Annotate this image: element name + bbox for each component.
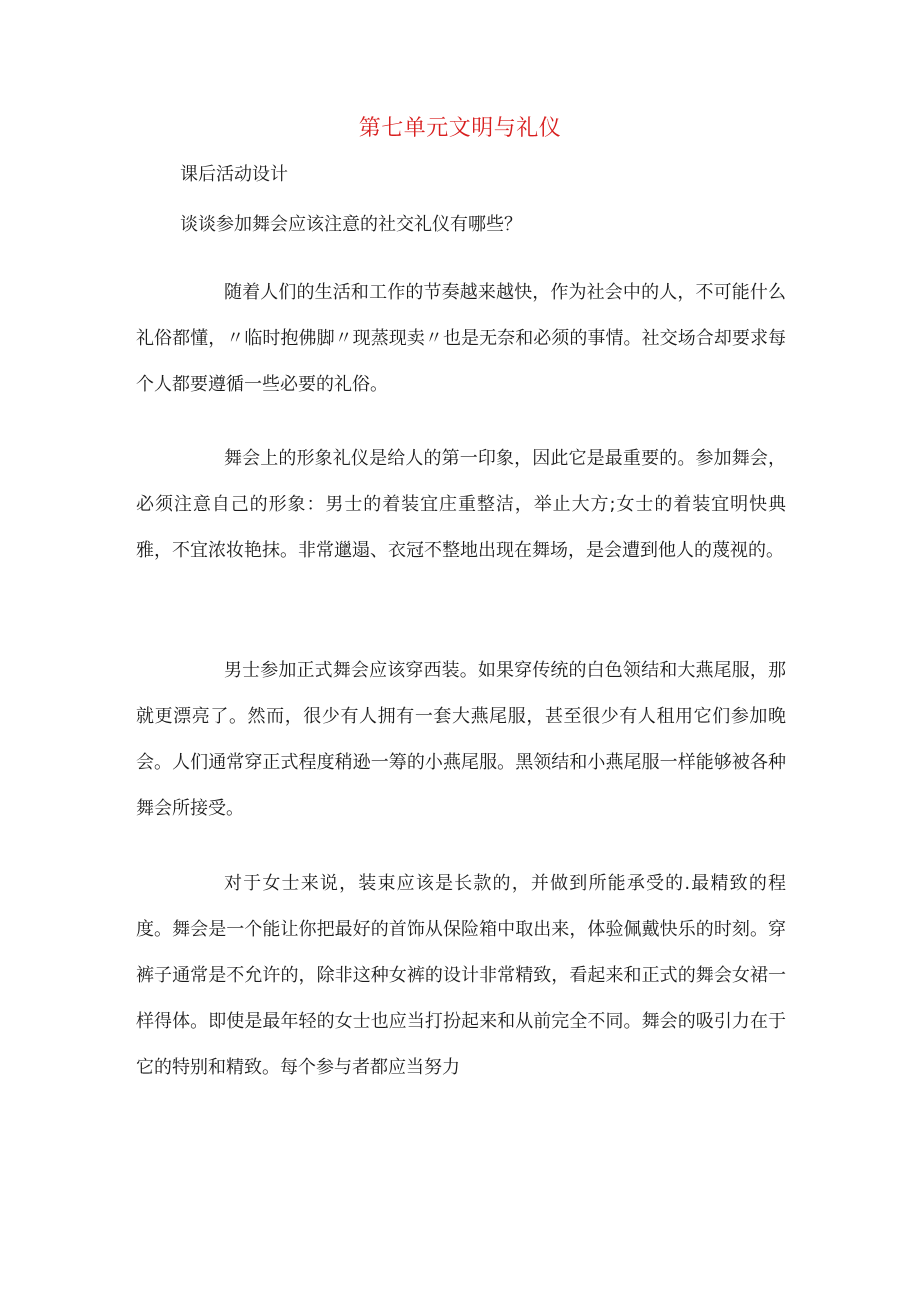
paragraph-women-attire: 对于女士来说，装束应该是长款的，并做到所能承受的.最精致的程度。舞会是一个能让你把最好的首饰从保险箱中取出来，体验佩戴快乐的时刻。穿裤子通常是不允许的，除非这种女裤的设计非常精致，看起来和正式的舞会女裙一样得体。即使是最年轻的女士也应当打扮起来和从前完全不同。舞会的吸引力在于它的特别和精致。每个参与者都应当努力 (136, 873, 786, 1078)
discussion-question: 谈谈参加舞会应该注意的社交礼仪有哪些？ (180, 214, 522, 235)
page-title: 第七单元文明与礼仪 (358, 116, 562, 141)
paragraph-intro: 随着人们的生活和工作的节奏越来越快，作为社会中的人，不可能什么礼俗都懂，〃临时抱佛脚〃现蒸现卖〃也是无奈和必须的事情。社交场合却要求每个人都要遵循一些必要的礼俗。 (136, 282, 786, 395)
paragraph-men-attire: 男士参加正式舞会应该穿西装。如果穿传统的白色领结和大燕尾服，那就更漂亮了。然而，很少有人拥有一套大燕尾服，甚至很少有人租用它们参加晚会。人们通常穿正式程度稍逊一筹的小燕尾服。黑领结和小燕尾服一样能够被各种舞会所接受。 (136, 660, 786, 819)
paragraph-image-etiquette: 舞会上的形象礼仪是给人的第一印象，因此它是最重要的。参加舞会，必须注意自己的形象：男士的着装宜庄重整洁，举止大方;女士的着装宜明快典雅，不宜浓妆艳抹。非常邋遢、衣冠不整地出现在舞场，是会遭到他人的蔑视的。 (136, 448, 786, 561)
section-label: 课后活动设计 (180, 164, 288, 185)
